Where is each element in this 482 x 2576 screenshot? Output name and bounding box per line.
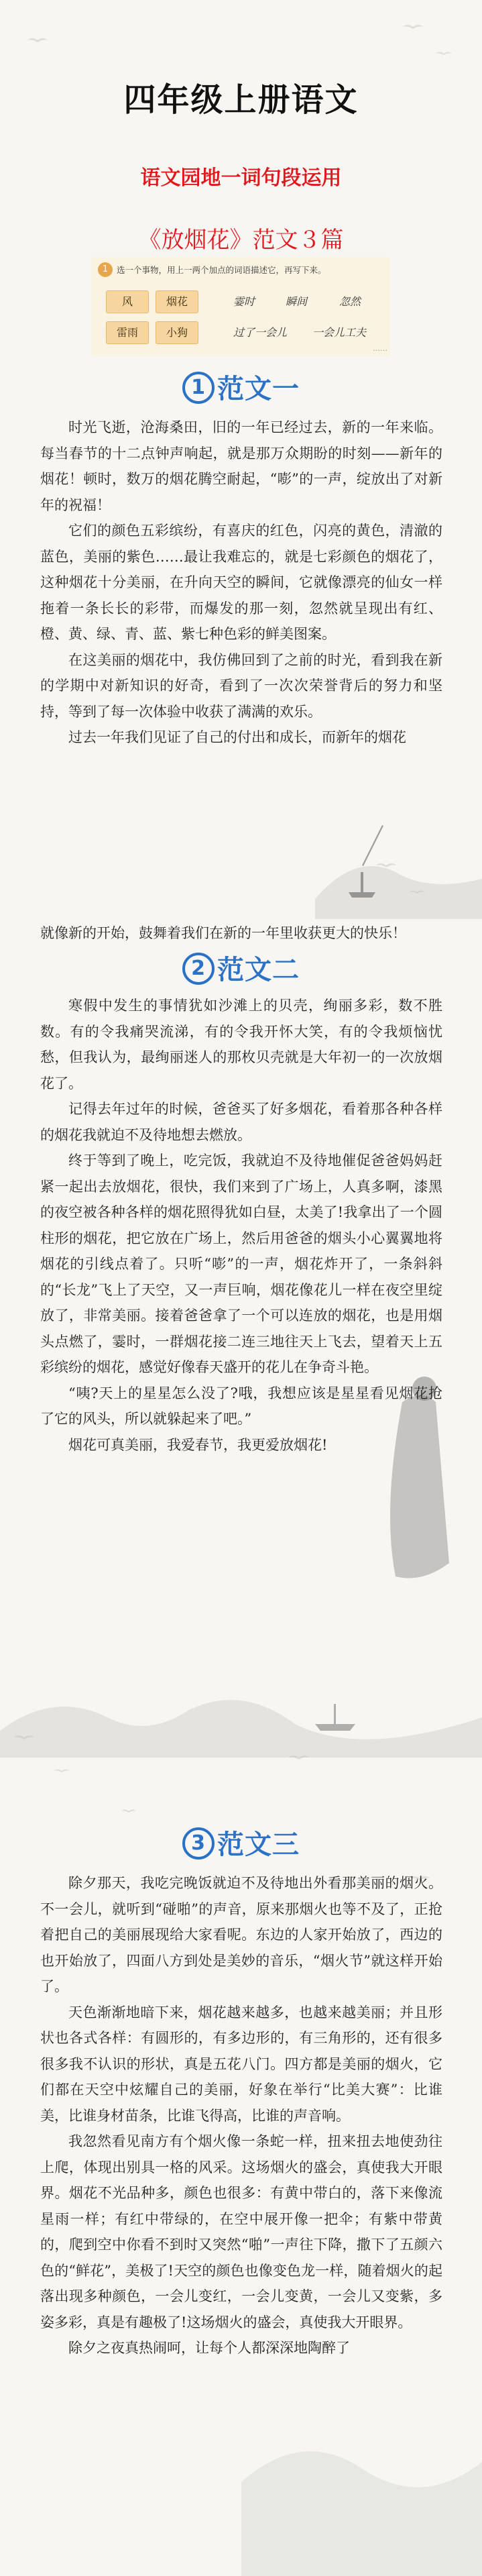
paragraph: 它们的颜色五彩缤纷，有喜庆的红色，闪亮的黄色，清澈的蓝色，美丽的紫色……最让我难忘的，就是七彩颜色的烟花了，这种烟花十分美丽，在升向天空的瞬间，它就像漂亮的仙女一样拖着一条长长的彩带，而爆发的那一刻，忽然就呈现出有红、橙、黄、绿、青、蓝、紫七种色彩的鲜美图案。 xyxy=(40,523,442,642)
paragraph: 终于等到了晚上，吃完饭，我就迫不及待地催促爸爸妈妈赶紧一起出去放烟花，很快，我们来到了广场上，人真多啊，漆黑的夜空被各种各样的烟花照得犹如白昼，太美了!我拿出了一个圆柱形的烟花，把它放在广场上，然后用爸爸的烟头小心翼翼地将烟花的引线点着了。只听“嘭”的一声，烟花炸开了，一条斜斜的“长龙”飞上了天空，又一声巨响，烟花像花儿一样在夜空里绽放了，非常美丽。接着爸爸拿了一个可以连放的烟花，也是用烟头点燃了，霎时，一群烟花接二连三地往天上飞去，望着天上五彩缤纷的烟花，感觉好像春天盛开的花儿在争奇斗艳。 xyxy=(40,1152,442,1375)
bird-icon xyxy=(436,52,452,56)
paragraph-continuation: 就像新的开始，鼓舞着我们在新的一年里收获更大的快乐！ xyxy=(40,925,406,941)
paragraph: 烟花可真美丽，我爱春节，我更爱放烟花! xyxy=(68,1436,328,1453)
paragraph: 记得去年过年的时候，爸爸买了好多烟花，看着那各种各样的烟花我就迫不及待地想去燃放。 xyxy=(40,1101,442,1143)
paragraph: 过去一年我们见证了自己的付出和成长，而新年的烟花 xyxy=(68,729,406,745)
ink-mountain xyxy=(241,2451,482,2576)
paragraph: 除夕之夜真热闹呵，让每个人都深深地陶醉了 xyxy=(68,2340,350,2356)
paragraph: 除夕那天，我吃完晚饭就迫不及待地出外看那美丽的烟火。不一会儿，就听到“碰啪”的声音，原来那烟火也等不及了，正抢着把自己的美丽展现给大家看呢。东边的人家开始放了，西边的也开始放了，四面八方到处是美妙的音乐，“烟火节”就这样开始了。 xyxy=(40,1875,442,1994)
section-heading-1 xyxy=(0,368,482,407)
bird-icon xyxy=(27,38,48,42)
bird-icon xyxy=(121,1810,137,1813)
exercise-word: 瞬间 xyxy=(286,295,308,308)
section-heading-3 xyxy=(0,1823,482,1862)
textbook-exercise-image xyxy=(91,257,390,356)
ink-mountain xyxy=(0,1700,482,1758)
exercise-word: 忽然 xyxy=(339,295,361,308)
essay-3-body xyxy=(40,1870,442,2361)
exercise-ellipsis: …… xyxy=(373,344,387,353)
lesson-subtitle: 语文园地一词句段运用 xyxy=(140,166,342,190)
paragraph: 寒假中发生的事情犹如沙滩上的贝壳，绚丽多彩，数不胜数。有的令我痛哭流涕，有的令我开怀大笑，有的令我烦恼忧愁，但我认为，最绚丽迷人的那枚贝壳就是大年初一的一次放烟花了。 xyxy=(40,998,442,1091)
section-label: 范文一 xyxy=(217,374,300,405)
exercise-word: 一会儿工夫 xyxy=(312,326,367,339)
exercise-box: 烟花 xyxy=(156,290,198,313)
paragraph: 天色渐渐地暗下来，烟花越来越多，也越来越美丽；并且形状也各式各样：有圆形的，有多边形的，有三角形的，还有很多很多我不认识的形状，真是五花八门。四方都是美丽的烟火，它们都在天空中炫耀自己的美丽，好象在举行“比美大赛”：比谁美，比谁身材苗条，比谁飞得高，比谁的声音响。 xyxy=(40,2004,442,2124)
essay-2-body xyxy=(40,993,442,1458)
ink-mountain xyxy=(315,866,482,919)
page-title: 四年级上册语文 xyxy=(123,81,359,119)
section-heading-2 xyxy=(0,949,482,987)
paragraph: 我忽然看见南方有个烟火像一条蛇一样，扭来扭去地使劲往上爬，体现出别具一格的风采。这场烟火的盛会，真使我大开眼界。烟花不光品种多，颜色也很多：有黄中带白的，落下来像流星雨一样；有红中带绿的，在空中展开像一把伞；有紫中带黄的，爬到空中你看不到时又突然“啪”一声往下降，撒下了五颜六色的“鲜花”，美极了!天空的颜色也像变色龙一样，随着烟火的起落出现多种颜色，一会儿变红，一会儿变黄，一会儿又变紫，多姿多彩，真是有趣极了!这场烟火的盛会，真使我大开眼界。 xyxy=(40,2133,442,2330)
exercise-box: 小狗 xyxy=(156,321,198,344)
essay-collection-title: 《放烟花》范文３篇 xyxy=(138,227,344,254)
bird-icon xyxy=(54,1770,70,1773)
essay-1-continuation xyxy=(40,920,442,947)
bird-icon xyxy=(402,25,424,29)
section-label: 范文三 xyxy=(217,1829,300,1860)
essay-1-body xyxy=(40,415,442,751)
exercise-box: 雷雨 xyxy=(106,321,149,344)
exercise-box: 风 xyxy=(106,290,149,313)
section-number-badge: 2 xyxy=(182,953,215,985)
section-number-badge: 1 xyxy=(182,372,215,404)
paragraph: “咦?天上的星星怎么没了?哦，我想应该是星星看见烟花抢了它的风头，所以就躲起来了吧。” xyxy=(40,1385,442,1427)
paragraph: 时光飞逝，沧海桑田，旧的一年已经过去，新的一年来临。每当春节的十二点钟声响起，就是那万众期盼的时刻——新年的烟花！顿时，数万的烟花腾空耐起，“嘭”的一声，绽放出了对新年的祝福！ xyxy=(40,419,442,513)
exercise-instruction: 选一个事物，用上一两个加点的词语描述它，再写下来。 xyxy=(117,265,326,275)
ink-boat xyxy=(315,1704,355,1731)
paragraph: 在这美丽的烟花中，我仿佛回到了之前的时光，看到我在新的学期中对新知识的好奇，看到了一次次荣誉背后的努力和坚持，等到了每一次体验中收获了满满的欢乐。 xyxy=(40,651,442,720)
section-label: 范文二 xyxy=(217,955,300,985)
exercise-word: 霎时 xyxy=(233,295,255,308)
exercise-number: 1 xyxy=(98,262,113,277)
exercise-word: 过了一会儿 xyxy=(233,326,288,339)
section-number-badge: 3 xyxy=(182,1827,215,1860)
